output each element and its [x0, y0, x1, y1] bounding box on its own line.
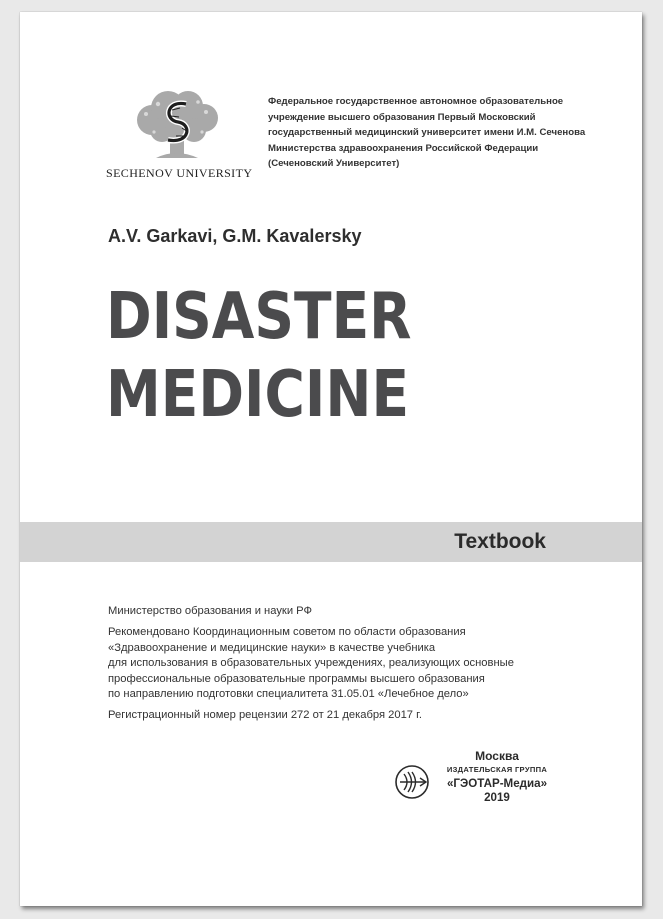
institution-info — [268, 94, 598, 172]
institution-line: государственный медицинский университет имени И.М. Сеченова — [268, 127, 586, 139]
book-title-line-2: MEDICINE — [106, 358, 410, 432]
tree-with-dna-s-icon — [106, 90, 246, 166]
publisher-group: ИЗДАТЕЛЬСКАЯ ГРУППА — [446, 765, 548, 774]
ministry-line: Министерство образования и науки РФ — [108, 605, 313, 617]
book-title-line-1: DISASTER — [106, 280, 412, 354]
registration-line: Регистрационный номер рецензии 272 от 21 декабря 2017 г. — [108, 709, 422, 722]
geotar-media-logo-icon — [394, 764, 430, 800]
institution-line: Министерства здравоохранения Российской Федерации — [268, 142, 539, 154]
publication-year: 2019 — [484, 791, 510, 804]
book-title — [106, 278, 412, 434]
recommendation-line: «Здравоохранение и медицинские науки» в качестве учебника — [108, 641, 436, 654]
publisher-name: «ГЭОТАР-Медиа» — [446, 777, 548, 790]
book-title-page — [20, 12, 642, 906]
publisher-info — [430, 749, 564, 805]
book-authors: A.V. Garkavi, G.M. Kavalersky — [108, 226, 362, 246]
university-logo-text: SECHENOV UNIVERSITY — [106, 166, 253, 180]
sechenov-university-logo — [106, 90, 253, 190]
institution-line: Федеральное государственное автономное образовательное — [268, 96, 564, 107]
publisher-city: Москва — [475, 749, 519, 763]
book-type-band — [20, 522, 642, 562]
recommendation-line: для использования в образовательных учреждениях, реализующих основные — [108, 657, 514, 670]
institution-line: учреждение высшего образования Первый Московский — [268, 111, 536, 123]
recommendation-line: профессиональные образовательные программы высшего образования — [108, 672, 485, 685]
book-type-label: Textbook — [454, 530, 546, 553]
institution-line: (Сеченовский Университет) — [268, 158, 400, 170]
approval-info — [108, 604, 588, 724]
recommendation-line: по направлению подготовки специалитета 31.05.01 «Лечебное дело» — [108, 688, 469, 701]
recommendation-line: Рекомендовано Координационным советом по области образования — [108, 626, 466, 639]
